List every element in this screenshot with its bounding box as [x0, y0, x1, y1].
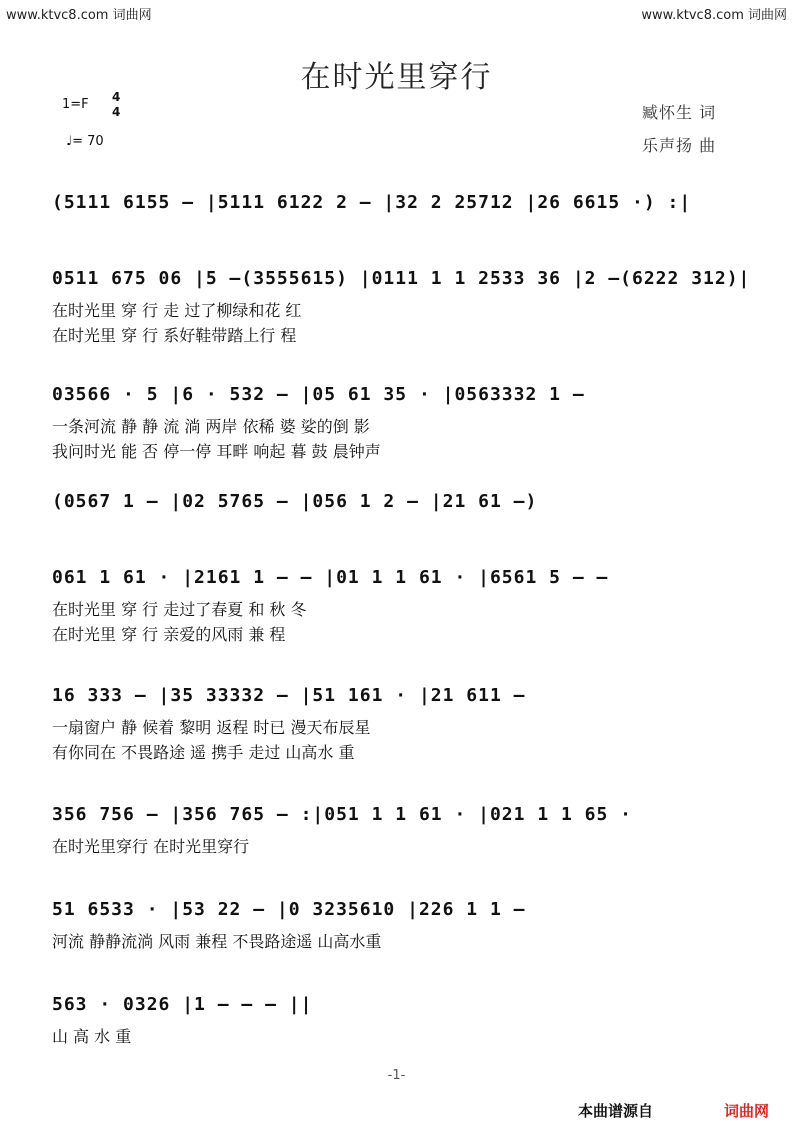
- lyric-verse-1: 在时光里 穿 行 走 过了柳绿和花 红: [52, 301, 302, 320]
- notation-line: 0511 675 06 |5 –(3555615) |0111 1 1 2533 36 |2 –(6222 312)|: [52, 268, 751, 289]
- lyric-verse-1: 一条河流 静 静 流 淌 两岸 依稀 婆 娑的倒 影: [52, 417, 370, 436]
- notation-line: 563 · 0326 |1 – – – ||: [52, 994, 313, 1015]
- lyric-verse-1: 河流 静静流淌 风雨 兼程 不畏路途遥 山高水重: [52, 932, 382, 951]
- brand-logo: 词曲网: [724, 1102, 770, 1120]
- page-number: -1-: [387, 1068, 406, 1083]
- notation-line: (0567 1 – |02 5765 – |056 1 2 – |21 61 –): [52, 491, 538, 512]
- lyric-verse-2: 有你同在 不畏路途 遥 携手 走过 山高水 重: [52, 743, 355, 762]
- composer-credit: 乐声扬 曲: [642, 136, 717, 155]
- lyric-verse-1: 在时光里穿行 在时光里穿行: [52, 837, 250, 856]
- watermark-left: www.ktvc8.com 词曲网: [6, 8, 152, 23]
- lyric-verse-2: 在时光里 穿 行 亲爱的风雨 兼 程: [52, 625, 286, 644]
- song-title: 在时光里穿行: [300, 60, 493, 95]
- source-label: 本曲谱源自: [578, 1102, 654, 1120]
- lyric-verse-1: 山 高 水 重: [52, 1027, 132, 1046]
- time-signature-top: 4: [112, 90, 121, 104]
- lyric-verse-2: 我问时光 能 否 停一停 耳畔 响起 暮 鼓 晨钟声: [52, 442, 381, 461]
- notation-line: 356 756 – |356 765 – :|051 1 1 61 · |021 1 1 65 ·: [52, 804, 633, 825]
- lyric-verse-1: 一扇窗户 静 候着 黎明 返程 时已 漫天布辰星: [52, 718, 371, 737]
- notation-line: 16 333 – |35 33332 – |51 161 · |21 611 –: [52, 685, 526, 706]
- time-signature: [112, 90, 120, 120]
- notation-line: 51 6533 · |53 22 – |0 3235610 |226 1 1 –: [52, 899, 526, 920]
- lyricist-credit: 臧怀生 词: [642, 103, 717, 122]
- notation-line: (5111 6155 – |5111 6122 2 – |32 2 25712 |26 6615 ·) :|: [52, 192, 692, 213]
- notation-line: 03566 · 5 |6 · 532 – |05 61 35 · |0563332 1 –: [52, 384, 585, 405]
- lyric-verse-2: 在时光里 穿 行 系好鞋带踏上行 程: [52, 326, 297, 345]
- tempo-marking: ♩= 70: [66, 134, 104, 149]
- notation-line: 061 1 61 · |2161 1 – – |01 1 1 61 · |6561 5 – –: [52, 567, 609, 588]
- lyric-verse-1: 在时光里 穿 行 走过了春夏 和 秋 冬: [52, 600, 307, 619]
- key-signature: 1=F: [62, 97, 89, 112]
- watermark-right: www.ktvc8.com 词曲网: [641, 8, 787, 23]
- time-signature-bottom: 4: [112, 105, 121, 119]
